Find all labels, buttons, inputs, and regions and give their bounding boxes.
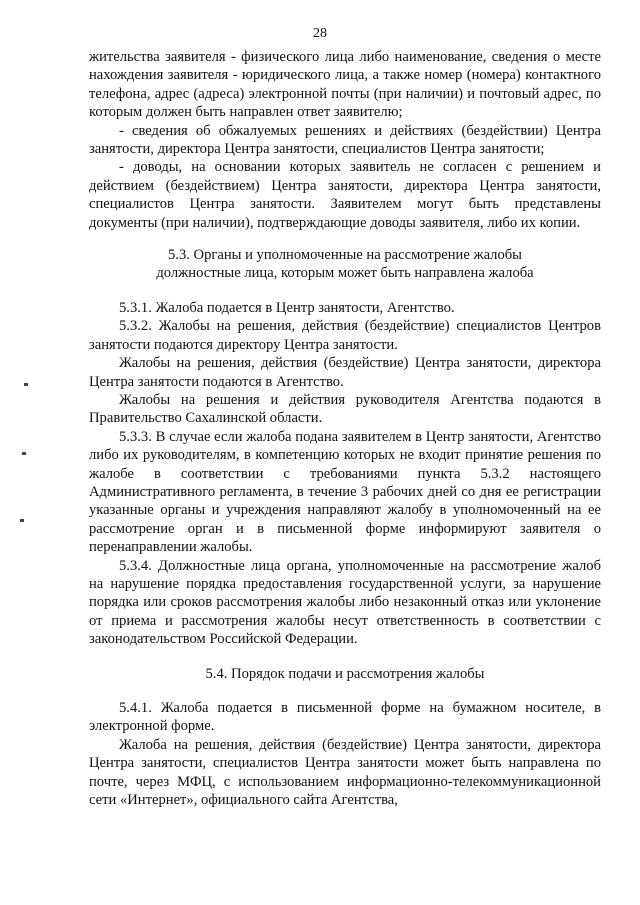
paragraph: - сведения об обжалуемых решениях и действиях (бездействии) Центра занятости, директора Центра занятости, специалистов Центра занятости; bbox=[89, 122, 601, 158]
scan-mark bbox=[20, 519, 24, 522]
section-heading: 5.3. Органы и уполномоченные на рассмотрение жалобы bbox=[168, 247, 522, 264]
paragraph: Жалобы на решения и действия руководителя Агентства подаются в Правительство Сахалинской области. bbox=[89, 391, 601, 427]
paragraph: Жалобы на решения, действия (бездействие) Центра занятости, директора Центра занятости подаются в Агентство. bbox=[89, 355, 601, 390]
paragraph: Жалоба на решения, действия (бездействие) Центра занятости, директора Центра занятости, специалистов Центра занятости может быть направлена по почте, через МФЦ, с использованием информационно-телекоммуникационной сети «Интернет», официального сайта Агентства, bbox=[89, 736, 601, 809]
paragraph: 5.3.3. В случае если жалоба подана заявителем в Центр занятости, Агентство либо их руководителям, в компетенцию которых не входит принятие решения по жалобе в соответствии с требованиями пункта 5.3.2 настоящего Административного регламента, в течение 3 рабочих дней со дня ее регистрации указанные органы и учреждения направляют жалобу в уполномоченный на ее рассмотрение орган и в письменной форме информируют заявителя о перенаправлении жалобы. bbox=[89, 428, 601, 556]
paragraph: 5.3.2. Жалобы на решения, действия (бездействие) специалистов Центров занятости подаются директору Центра занятости. bbox=[89, 318, 601, 353]
scan-mark bbox=[24, 383, 28, 386]
paragraph: 5.3.4. Должностные лица органа, уполномоченные на рассмотрение жалоб на нарушение порядка предоставления государственной услуги, за нарушение порядка или сроков рассмотрения жалобы либо незаконный отказ или уклонение от приема и рассмотрения жалобы несут ответственность в соответствии с законодательством Российской Федерации. bbox=[89, 557, 601, 648]
page-number: 28 bbox=[313, 26, 327, 41]
section-heading: 5.4. Порядок подачи и рассмотрения жалобы bbox=[205, 665, 485, 682]
document-body bbox=[89, 48, 601, 809]
paragraph: 5.4.1. Жалоба подается в письменной форме на бумажном носителе, в электронной форме. bbox=[89, 700, 601, 735]
paragraph: - доводы, на основании которых заявитель не согласен с решением и действием (бездействием) Центра занятости, директора Центра занятости, специалистов Центра занятости. Заявителем могут быть представлены документы (при наличии), подтверждающие доводы заявителя, либо их копии. bbox=[89, 159, 601, 231]
section-heading: должностные лица, которым может быть направлена жалоба bbox=[156, 265, 534, 282]
paragraph: жительства заявителя - физического лица либо наименование, сведения о месте нахождения заявителя - юридического лица, а также номер (номера) контактного телефона, адрес (адреса) электронной почты (при наличии) и почтовый адрес, по которым должен быть направлен ответ заявителю; bbox=[89, 49, 601, 121]
paragraph: 5.3.1. Жалоба подается в Центр занятости, Агентство. bbox=[119, 299, 455, 316]
scan-mark bbox=[22, 452, 26, 455]
